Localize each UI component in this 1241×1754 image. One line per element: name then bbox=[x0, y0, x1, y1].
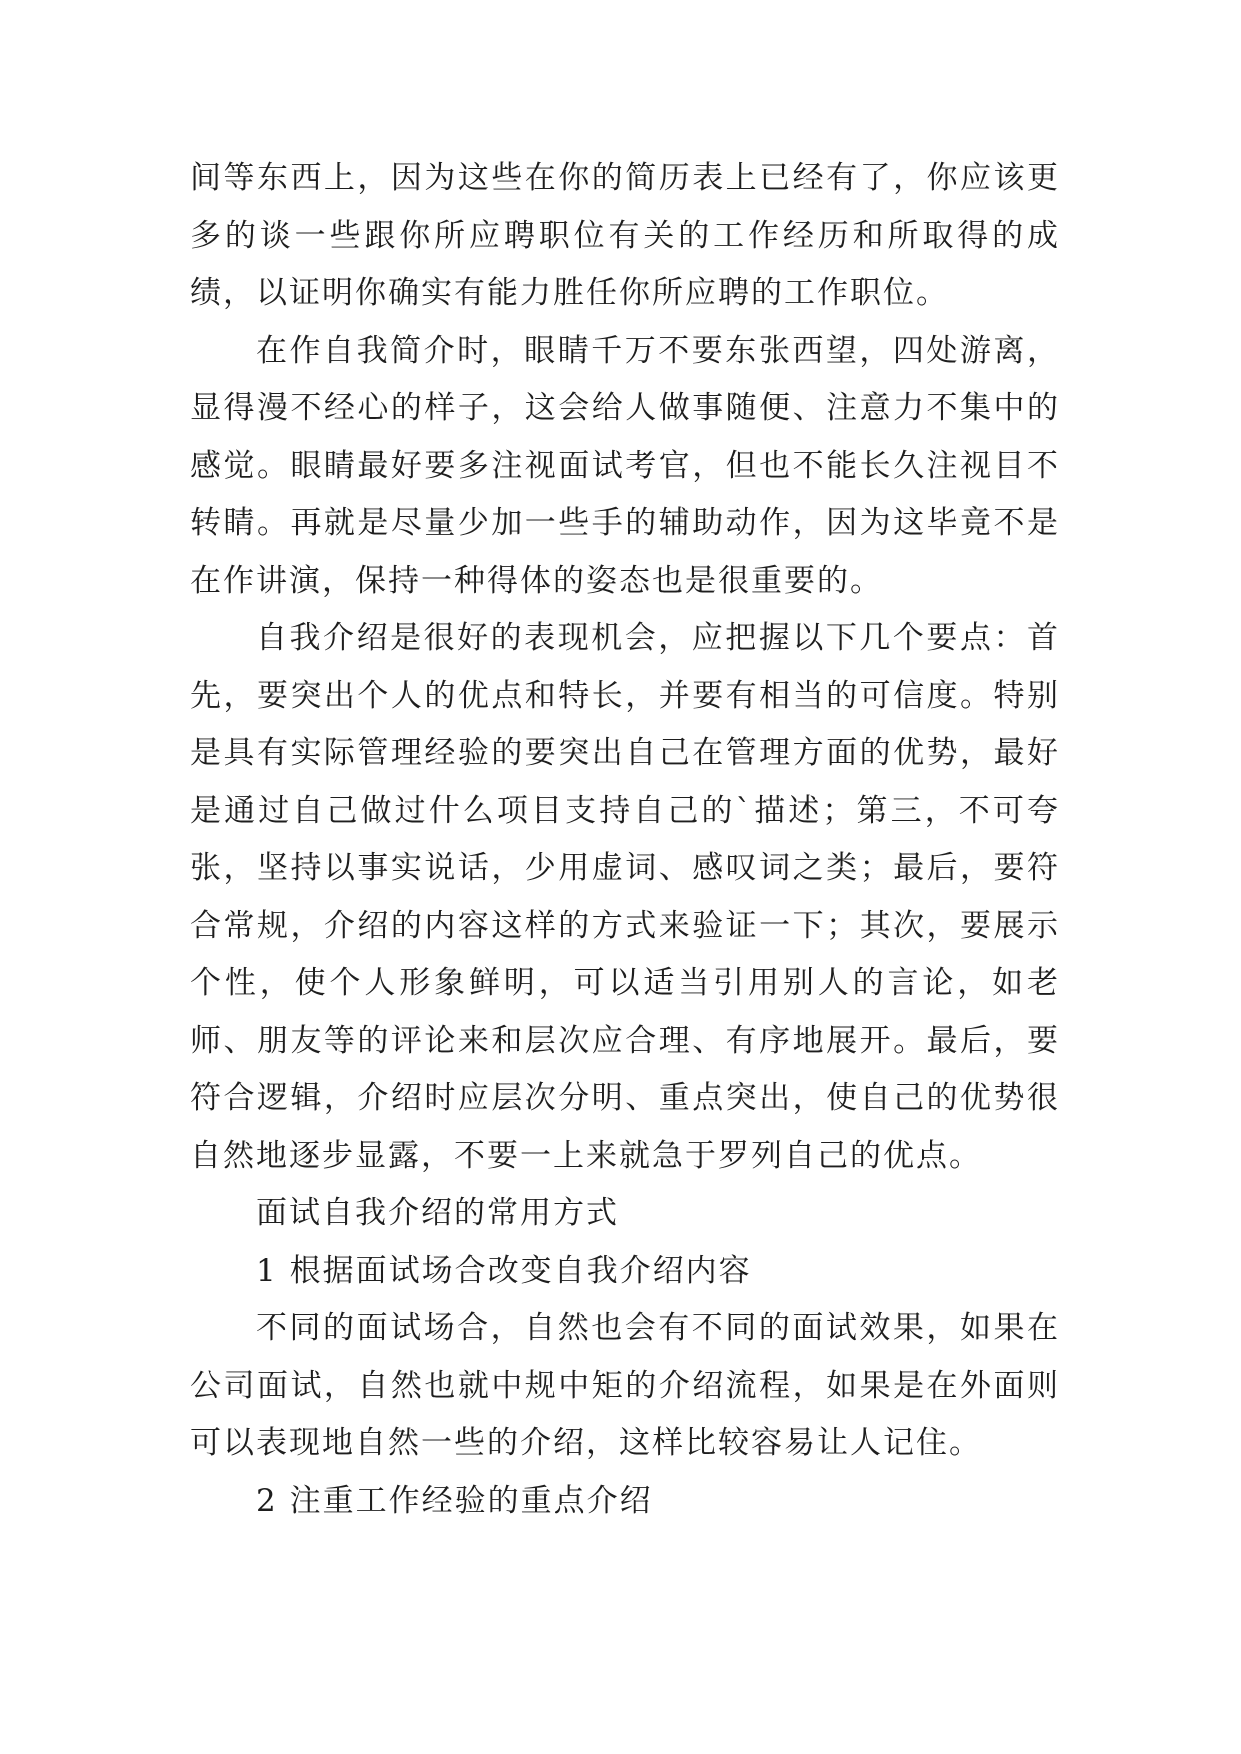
body-paragraph: 自我介绍是很好的表现机会，应把握以下几个要点：首先，要突出个人的优点和特长，并要有相当的可信度。特别是具有实际管理经验的要突出自己在管理方面的优势，最好是通过自己做过什么项目支持自己的`描述；第三，不可夸张，坚持以事实说话，少用虚词、感叹词之类；最后，要符合常规，介绍的内容这样的方式来验证一下；其次，要展示个性，使个人形象鲜明，可以适当引用别人的言论，如老师、朋友等的评论来和层次应合理、有序地展开。最后，要符合逻辑，介绍时应层次分明、重点突出，使自己的优势很自然地逐步显露，不要一上来就急于罗列自己的优点。 bbox=[190, 620, 1060, 1174]
body-paragraph: 不同的面试场合，自然也会有不同的面试效果，如果在公司面试，自然也就中规中矩的介绍流程，如果是在外面则可以表现地自然一些的介绍，这样比较容易让人记住。 bbox=[190, 1310, 1060, 1461]
body-paragraph: 间等东西上，因为这些在你的简历表上已经有了，你应该更多的谈一些跟你所应聘职位有关的工作经历和所取得的成绩，以证明你确实有能力胜任你所应聘的工作职位。 bbox=[190, 160, 1060, 311]
subsection-heading: 2 注重工作经验的重点介绍 bbox=[256, 1482, 653, 1519]
section-heading: 面试自我介绍的常用方式 bbox=[256, 1195, 619, 1231]
document-page bbox=[190, 150, 1060, 1530]
subsection-heading: 1 根据面试场合改变自我介绍内容 bbox=[256, 1252, 752, 1289]
body-paragraph: 在作自我简介时，眼睛千万不要东张西望，四处游离，显得漫不经心的样子，这会给人做事随便、注意力不集中的感觉。眼睛最好要多注视面试考官，但也不能长久注视目不转睛。再就是尽量少加一些手的辅助动作，因为这毕竟不是在作讲演，保持一种得体的姿态也是很重要的。 bbox=[190, 332, 1060, 599]
